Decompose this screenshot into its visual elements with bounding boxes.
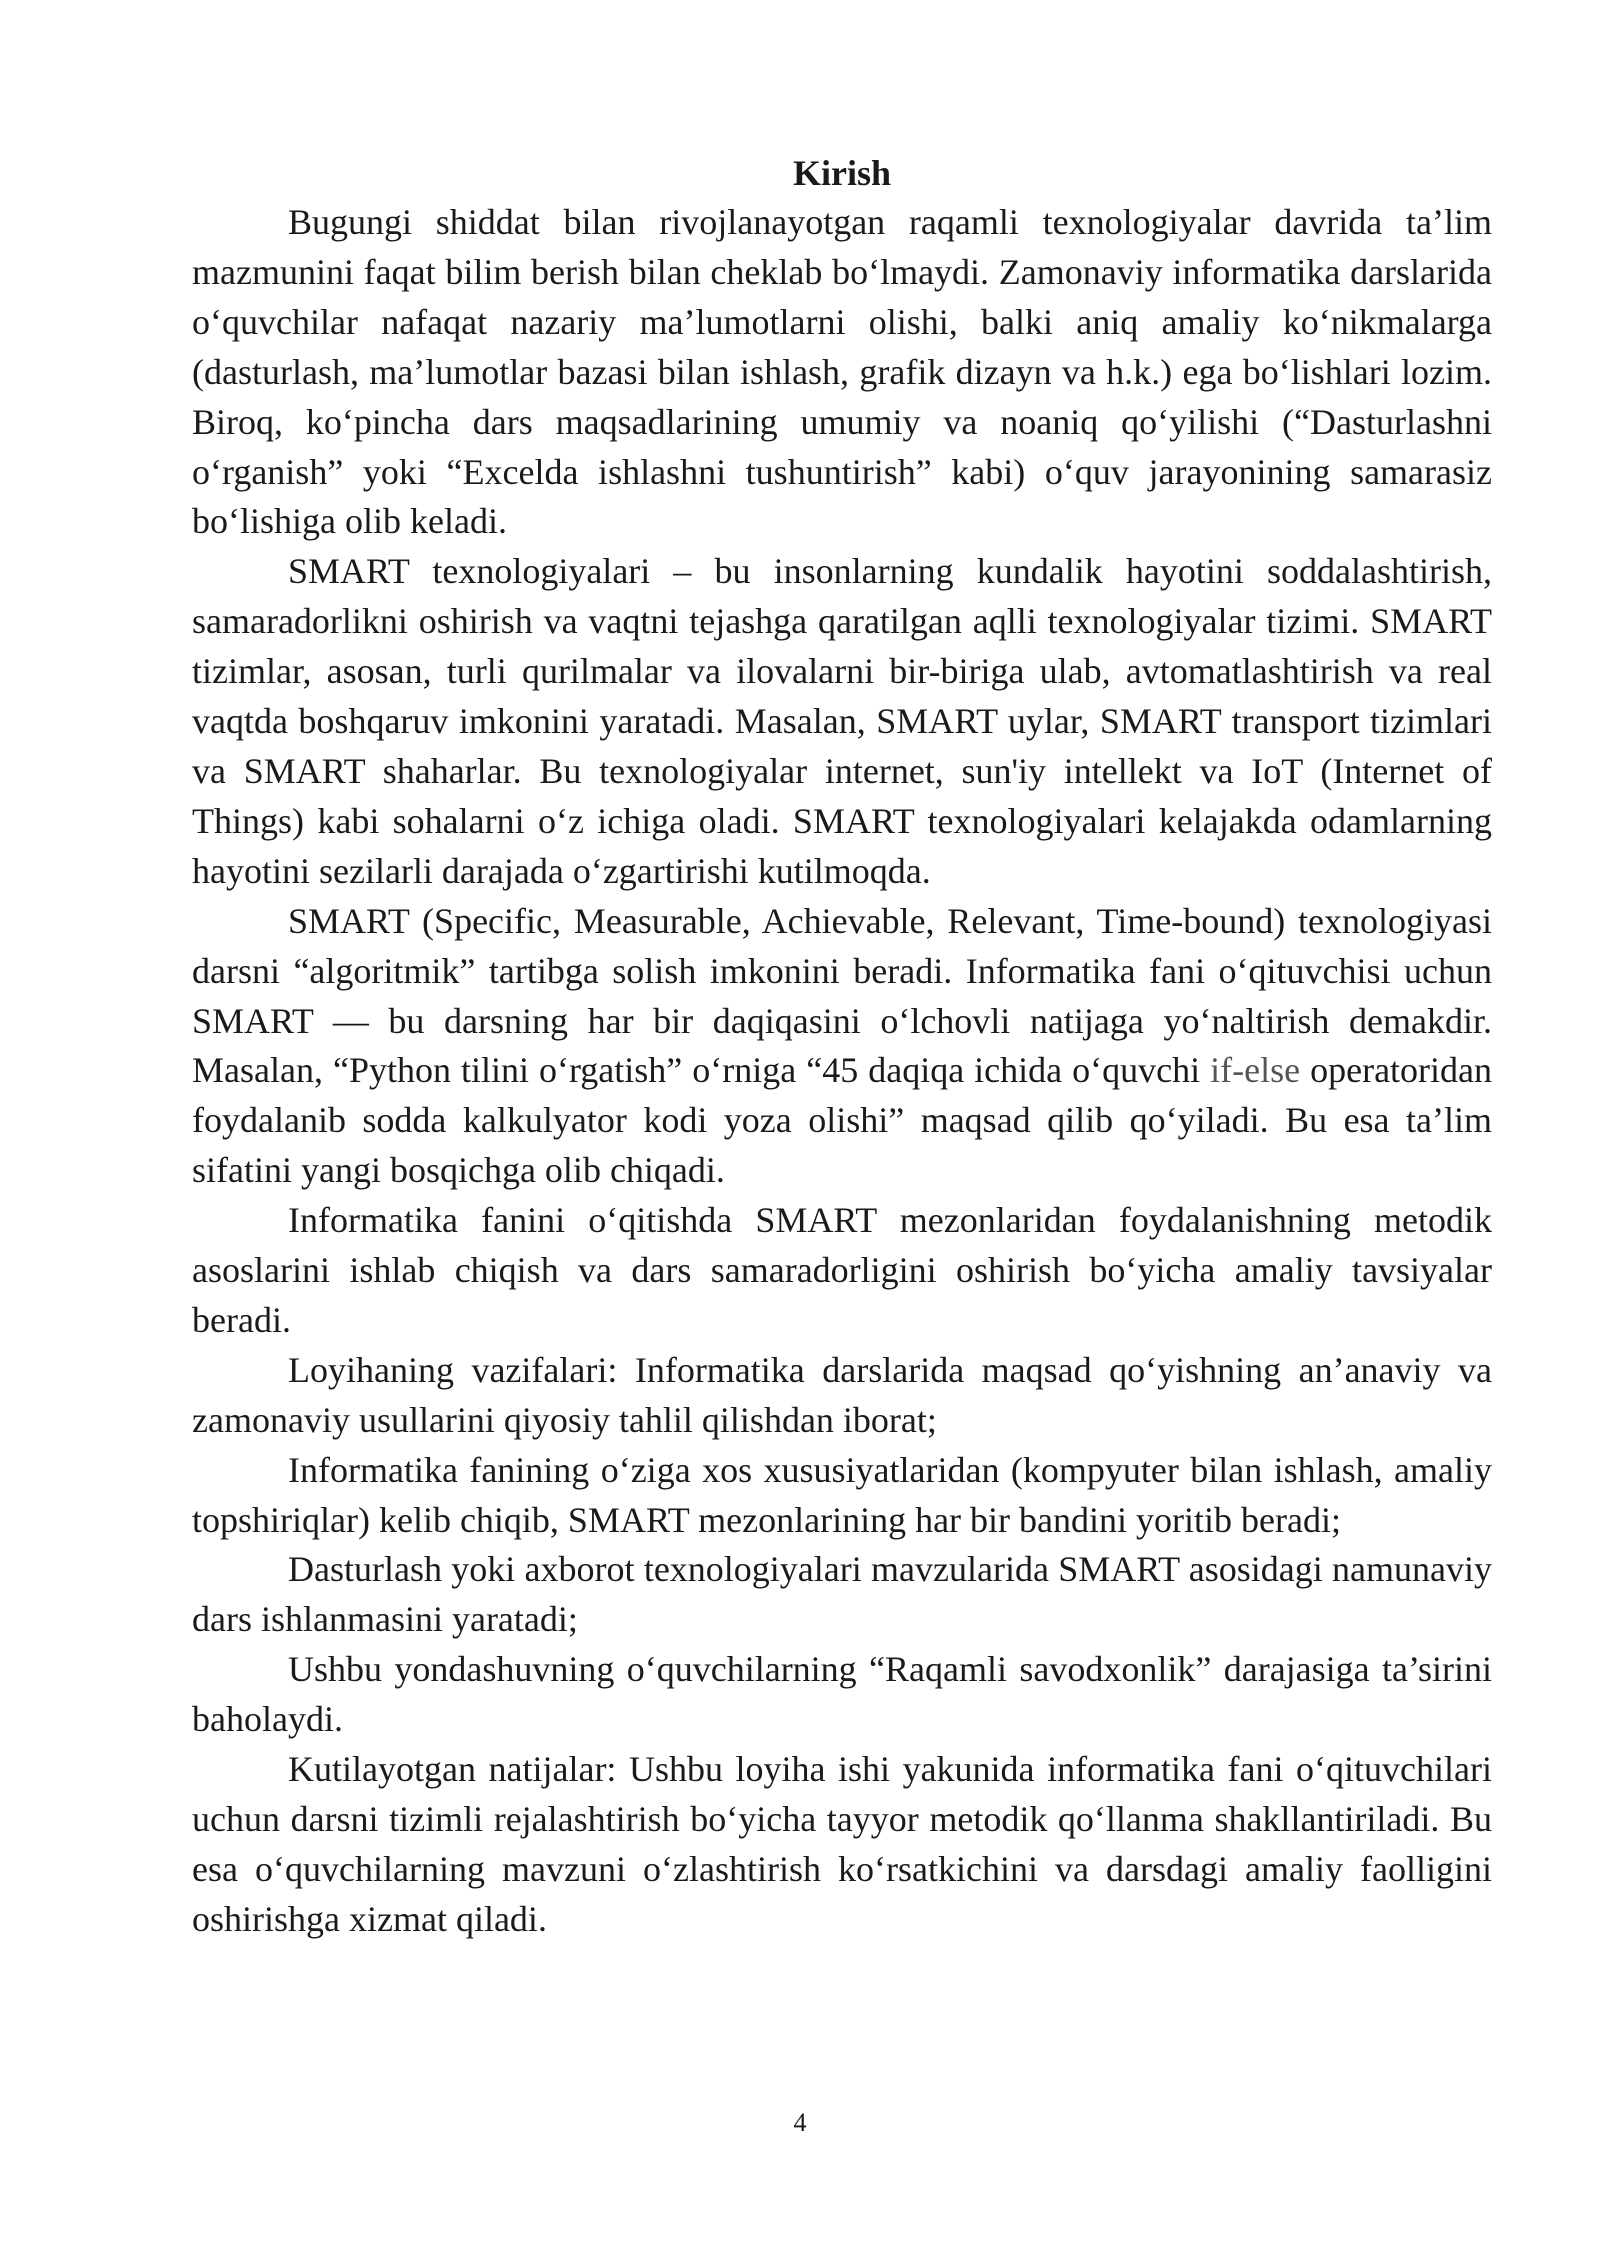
document-page <box>192 148 1492 1945</box>
paragraph-methodology: Informatika fanini o‘qitishda SMART mezonlaridan foydalanishning metodik asoslarini ishlab chiqish va dars samaradorligini oshirish bo‘yicha amaliy tavsiyalar beradi. <box>192 1200 1492 1340</box>
page-number: 4 <box>793 2108 807 2137</box>
paragraph-smart-criteria-text-after: operatoridan foydalanib sodda kalkulyator kodi yoza olishi” maqsad qilib qo‘yiladi. Bu esa ta’lim sifatini yangi bosqichga olib chiqadi. <box>192 1050 1493 1191</box>
paragraph-smart-criteria-text-before: SMART (Specific, Measurable, Achievable, Relevant, Time-bound) texnologiyasi darsni “algoritmik” tartibga solish imkonini beradi. Informatika fani o‘qituvchisi uchun SMART — bu darsning har bir daqiqasini o‘lchovli natijaga yo‘naltirish demakdir. Masalan, “Python tilini o‘rgatish” o‘rniga “45 daqiqa ichida o‘quvchi <box>192 900 1492 1091</box>
paragraph-intro: Bugungi shiddat bilan rivojlanayotgan raqamli texnologiyalar davrida ta’lim mazmunini faqat bilim berish bilan cheklab bo‘lmaydi. Zamonaviy informatika darslarida o‘quvchilar nafaqat nazariy ma’lumotlarni olishi, balki aniq amaliy ko‘nikmalarga (dasturlash, ma’lumotlar bazasi bilan ishlash, grafik dizayn va h.k.) ega bo‘lishlari lozim. Biroq, ko‘pincha dars maqsadlarining umumiy va noaniq qo‘yilishi (“Dasturlashni o‘rganish” yoki “Excelda ishlashni tushuntirish” kabi) o‘quv jarayonining samarasiz bo‘lishiga olib keladi. <box>192 202 1492 542</box>
inline-code: if-else <box>1210 1050 1301 1091</box>
page-title: Kirish <box>792 153 891 193</box>
paragraph-task-criteria: Informatika fanining o‘ziga xos xususiyatlaridan (kompyuter bilan ishlash, amaliy topshiriqlar) kelib chiqib, SMART mezonlarining har bir bandini yoritib beradi; <box>192 1449 1492 1540</box>
paragraph-tasks: Loyihaning vazifalari: Informatika darslarida maqsad qo‘yishning an’anaviy va zamonaviy usullarini qiyosiy tahlil qilishdan iborat; <box>192 1349 1492 1440</box>
paragraph-task-evaluation: Ushbu yondashuvning o‘quvchilarning “Raqamli savodxonlik” darajasiga ta’sirini baholaydi. <box>192 1649 1492 1740</box>
paragraph-task-lesson-plan: Dasturlash yoki axborot texnologiyalari mavzularida SMART asosidagi namunaviy dars ishlanmasini yaratadi; <box>192 1549 1492 1640</box>
paragraph-expected-results: Kutilayotgan natijalar: Ushbu loyiha ishi yakunida informatika fani o‘qituvchilari uchun darsni tizimli rejalashtirish bo‘yicha tayyor metodik qo‘llanma shakllantiriladi. Bu esa o‘quvchilarning mavzuni o‘zlashtirish ko‘rsatkichini va darsdagi amaliy faolligini oshirishga xizmat qiladi. <box>192 1749 1492 1939</box>
paragraph-smart-criteria <box>192 897 1492 1196</box>
paragraph-smart-technologies: SMART texnologiyalari – bu insonlarning kundalik hayotini soddalashtirish, samaradorlikni oshirish va vaqtni tejashga qaratilgan aqlli texnologiyalar tizimi. SMART tizimlar, asosan, turli qurilmalar va ilovalarni bir-biriga ulab, avtomatlashtirish va real vaqtda boshqaruv imkonini yaratadi. Masalan, SMART uylar, SMART transport tizimlari va SMART shaharlar. Bu texnologiyalar internet, sun'iy intellekt va IoT (Internet of Things) kabi sohalarni o‘z ichiga oladi. SMART texnologiyalari kelajakda odamlarning hayotini sezilarli darajada o‘zgartirishi kutilmoqda. <box>192 551 1492 891</box>
